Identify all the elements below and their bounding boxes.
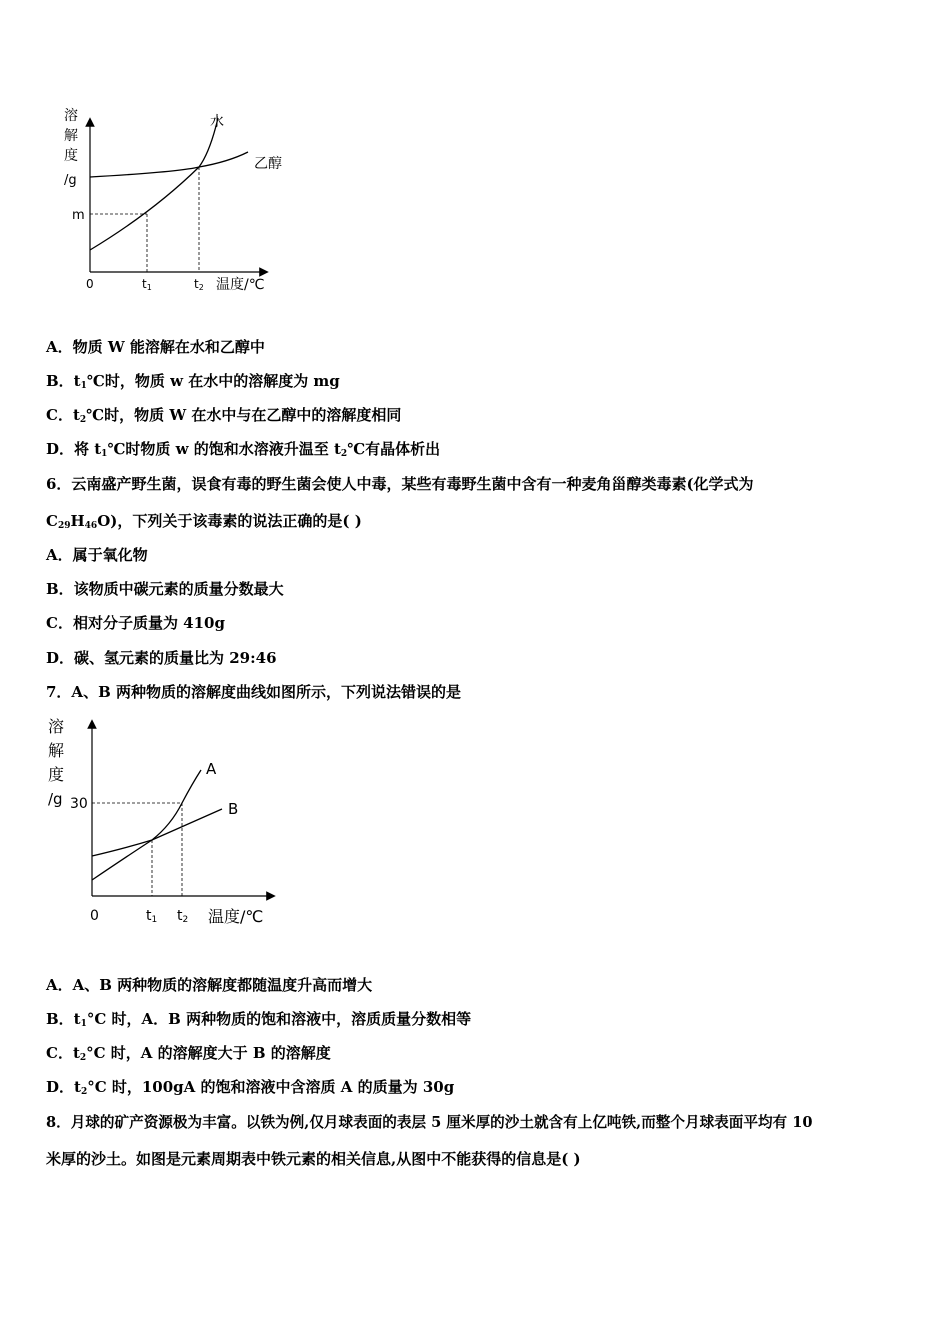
y-tick-m: m [72,208,85,223]
origin-label: 0 [86,277,94,291]
x-axis-label: 温度/℃ [208,907,264,926]
q7-stem: 7．A、B 两种物质的溶解度曲线如图所示，下列说法错误的是 [46,683,461,701]
ethanol-label: 乙醇 [254,156,282,172]
q5-option-b: B．$t_1℃$时，物质 w 在水中的溶解度为 mg [46,372,340,391]
q7-option-d: D．$t_2^\circ C$ 时，100gA 的饱和溶液中含溶质 A 的质量为 30g [46,1078,455,1097]
t1-label: t1 [142,277,152,292]
q6-stem-line1: 6．云南盛产野生菌，误食有毒的野生菌会使人中毒，某些有毒野生菌中含有一种麦角甾醇类毒素(化学式为 [46,475,754,493]
q6-option-b: B．该物质中碳元素的质量分数最大 [46,580,284,598]
x-axis-label: 温度/℃ [216,277,265,293]
y-axis-label-3: 度 [48,765,65,784]
y-axis-label-4: /g [64,173,77,188]
q7-option-c: C．$t_2^\circ C$ 时，A 的溶解度大于 B 的溶解度 [46,1044,331,1063]
y-axis-label-2: 解 [64,128,78,144]
q6-option-a: A．属于氧化物 [46,546,148,564]
y-axis-label-1: 溶 [48,717,65,736]
y-axis-label-3: 度 [64,148,78,164]
q7-option-a: A．A、B 两种物质的溶解度都随温度升高而增大 [46,976,373,994]
solubility-chart-water-ethanol [58,100,318,300]
q5-option-d: D．将 $t_1℃$时物质 w 的饱和水溶液升温至 $t_2℃$有晶体析出 [46,440,441,459]
y-tick-30: 30 [70,796,88,812]
q7-option-b: B．$t_1^\circ C$ 时，A．B 两种物质的饱和溶液中，溶质质量分数相等 [46,1010,472,1029]
y-axis-label-2: 解 [48,741,65,760]
q5-option-c: C．$t_2℃$时，物质 W 在水中与在乙醇中的溶解度相同 [46,406,402,425]
q6-stem-line2: $C_{29}H_{46}O$)，下列关于该毒素的说法正确的是( ) [46,512,362,531]
t2-label: t2 [194,277,204,292]
q8-stem-line1: 8．月球的矿产资源极为丰富。以铁为例,仅月球表面的表层 5 厘米厚的沙土就含有上亿吨铁,而整个月球表面平均有 10 [46,1114,813,1131]
ethanol-curve [90,152,248,177]
q6-option-d: D．碳、氢元素的质量比为 29:46 [46,649,277,667]
origin-label: 0 [90,908,99,924]
solubility-chart-a-b [46,712,286,932]
q8-stem-line2: 米厚的沙土。如图是元素周期表中铁元素的相关信息,从图中不能获得的信息是( ) [46,1150,581,1168]
q6-option-c: C．相对分子质量为 410g [46,614,225,632]
t2-label: t2 [177,908,189,925]
y-axis-label-4: /g [48,790,63,808]
curve-b [92,809,222,856]
curve-a-label: A [206,760,217,778]
t1-label: t1 [146,908,158,925]
curve-b-label: B [228,800,239,818]
water-label: 水 [210,114,224,130]
q5-option-a: A．物质 W 能溶解在水和乙醇中 [46,338,265,356]
y-axis-label-1: 溶 [64,108,78,124]
